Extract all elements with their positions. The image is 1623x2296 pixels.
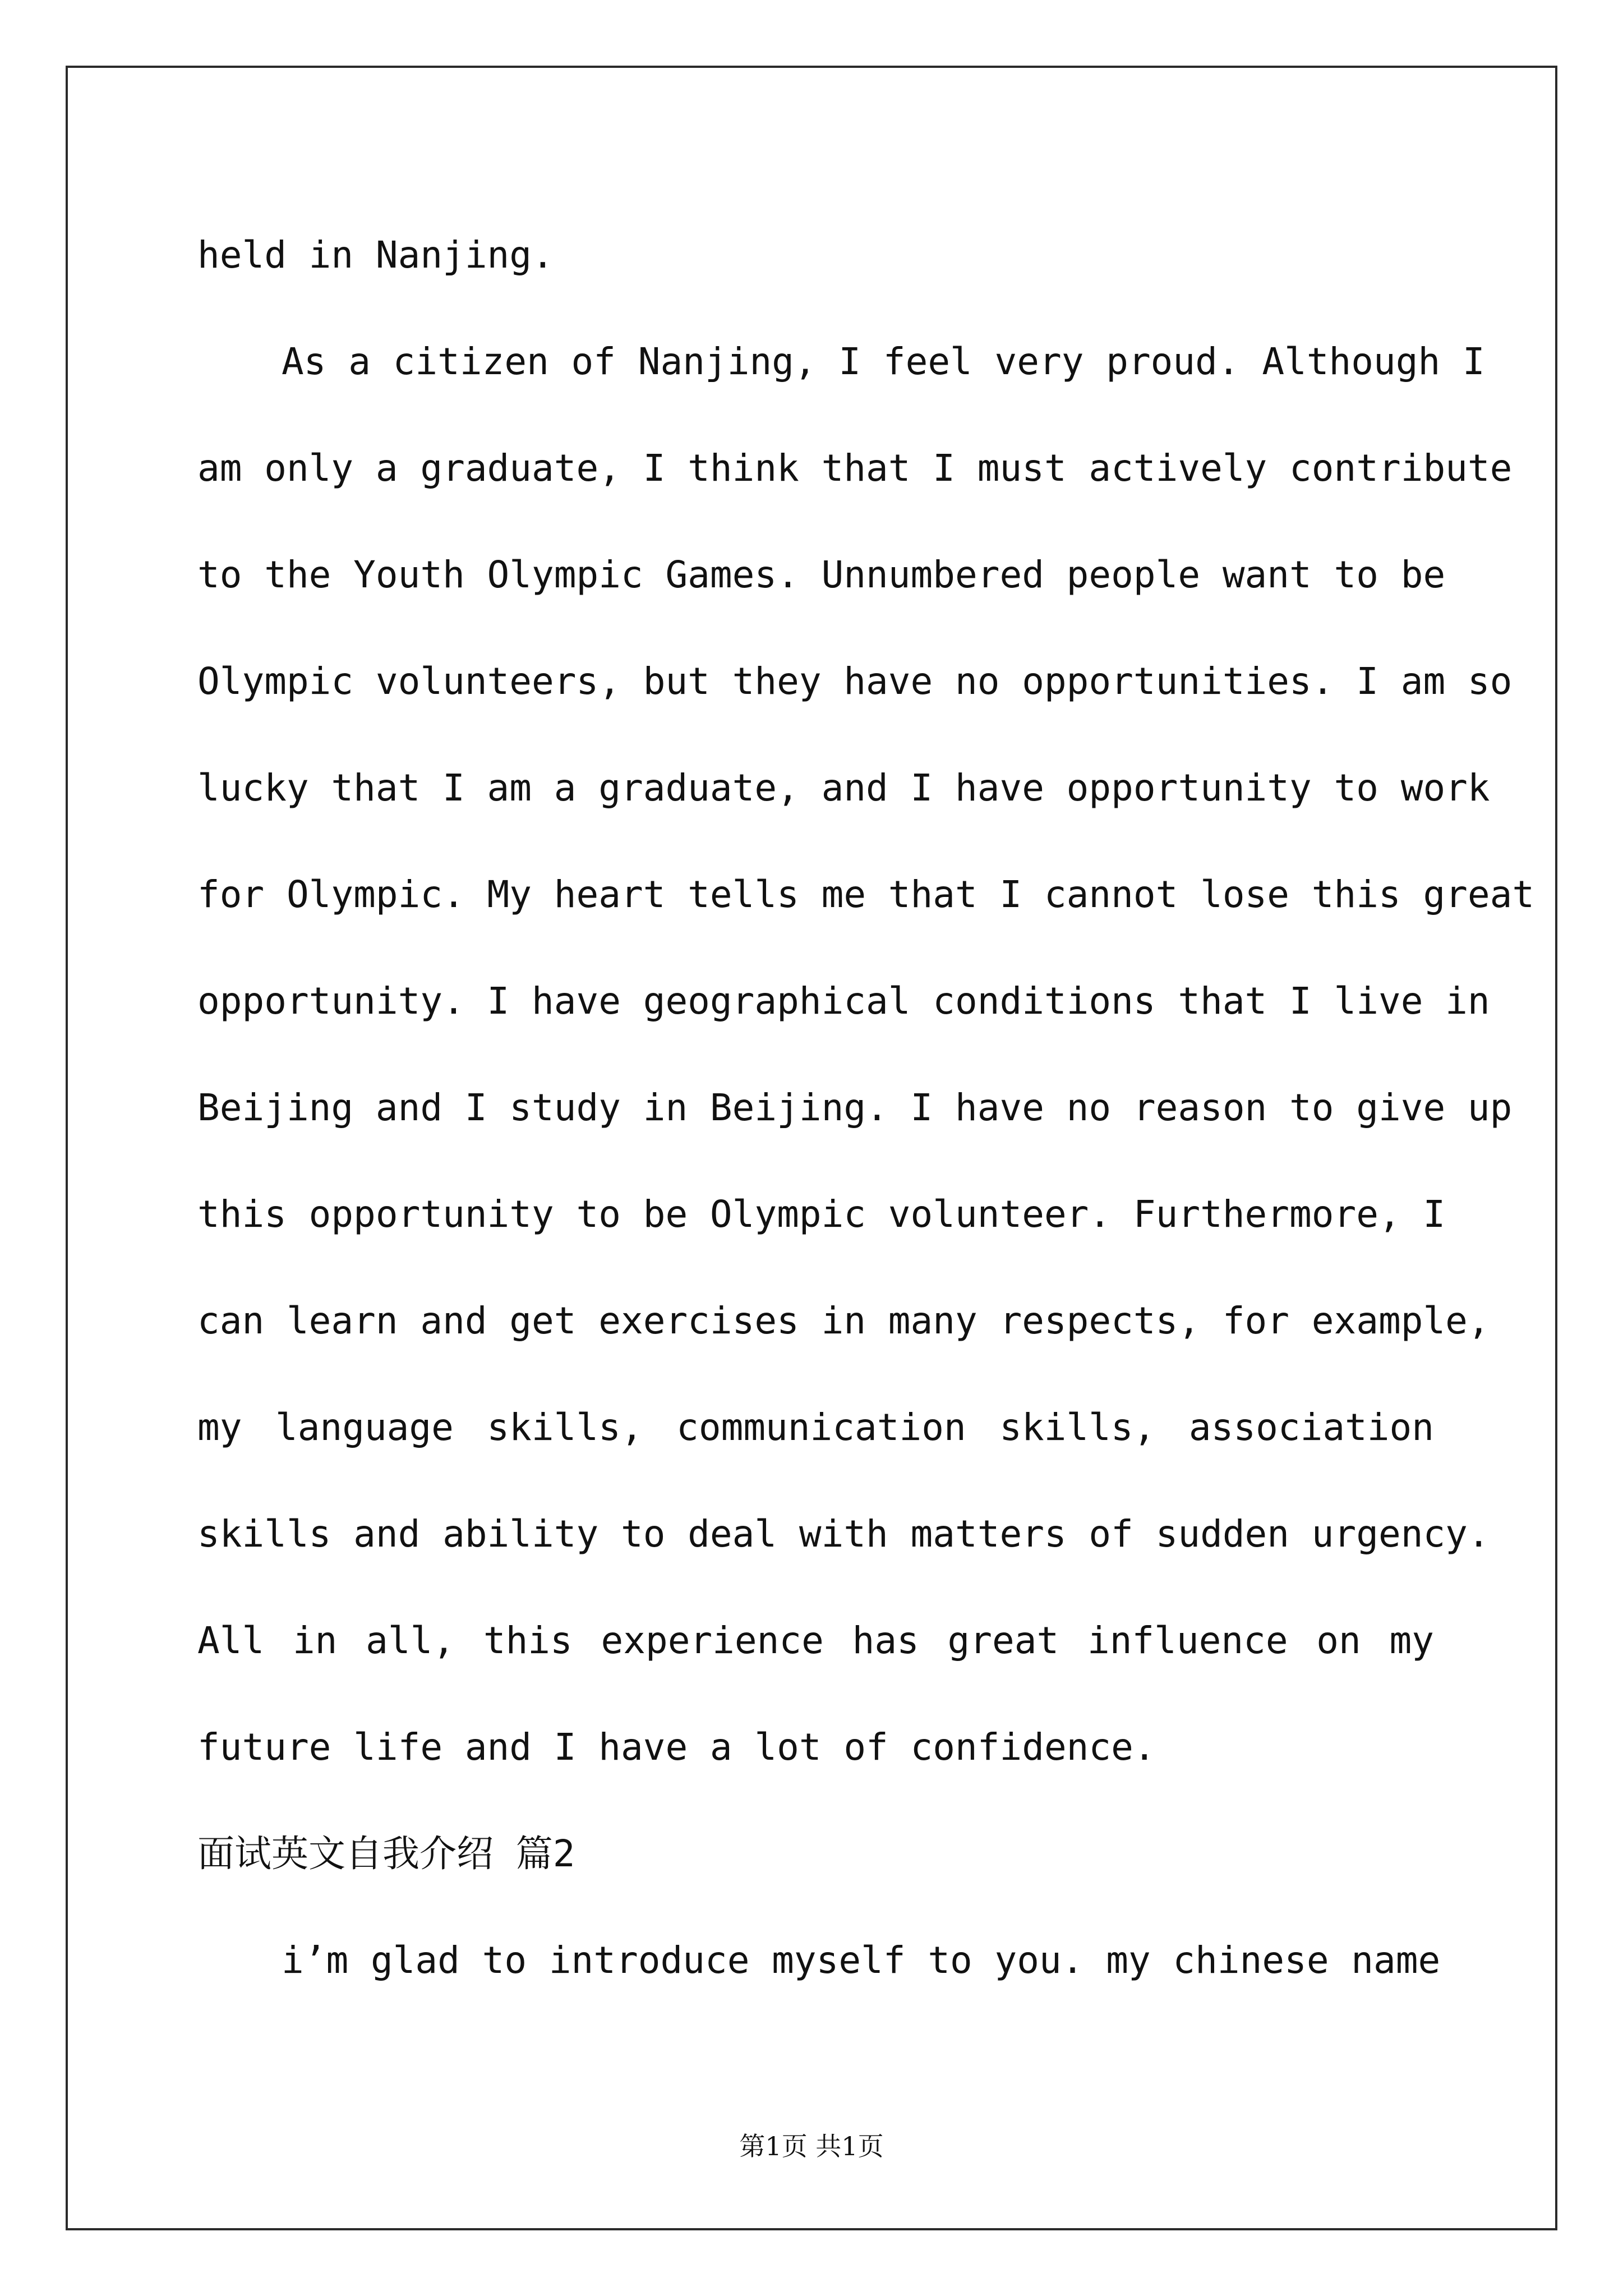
text-line: lucky that I am a graduate, and I have opportunity to work [197, 766, 1490, 809]
text-line: skills and ability to deal with matters of sudden urgency. [197, 1512, 1490, 1556]
paragraph-first-line: i’m glad to introduce myself to you. my chinese name [282, 1939, 1441, 1982]
document-body [197, 202, 1535, 2014]
text-line: to the Youth Olympic Games. Unnumbered people want to be [197, 553, 1446, 596]
text-line: Olympic volunteers, but they have no opportunities. I am so [197, 660, 1513, 703]
text-line: this opportunity to be Olympic volunteer. Furthermore, I [197, 1193, 1446, 1236]
section-heading: 面试英文自我介绍 篇2 [197, 1832, 575, 1875]
text-line: opportunity. I have geographical conditions that I live in [197, 979, 1490, 1023]
text-line: am only a graduate, I think that I must actively contribute [197, 447, 1513, 490]
text-line: for Olympic. My heart tells me that I cannot lose this great [197, 873, 1535, 916]
paragraph-first-line: As a citizen of Nanjing, I feel very proud. Although I [282, 340, 1485, 383]
text-line: held in Nanjing. [197, 233, 554, 277]
text-line: Beijing and I study in Beijing. I have no reason to give up [197, 1086, 1513, 1129]
page-footer: 第1页 共1页 [739, 2131, 884, 2161]
text-line: can learn and get exercises in many respects, for example, [197, 1299, 1490, 1342]
text-line: All in all, this experience has great influence on my [197, 1619, 1434, 1662]
text-line: my language skills, communication skills, association [197, 1406, 1434, 1449]
text-line: future life and I have a lot of confidence. [197, 1726, 1156, 1769]
